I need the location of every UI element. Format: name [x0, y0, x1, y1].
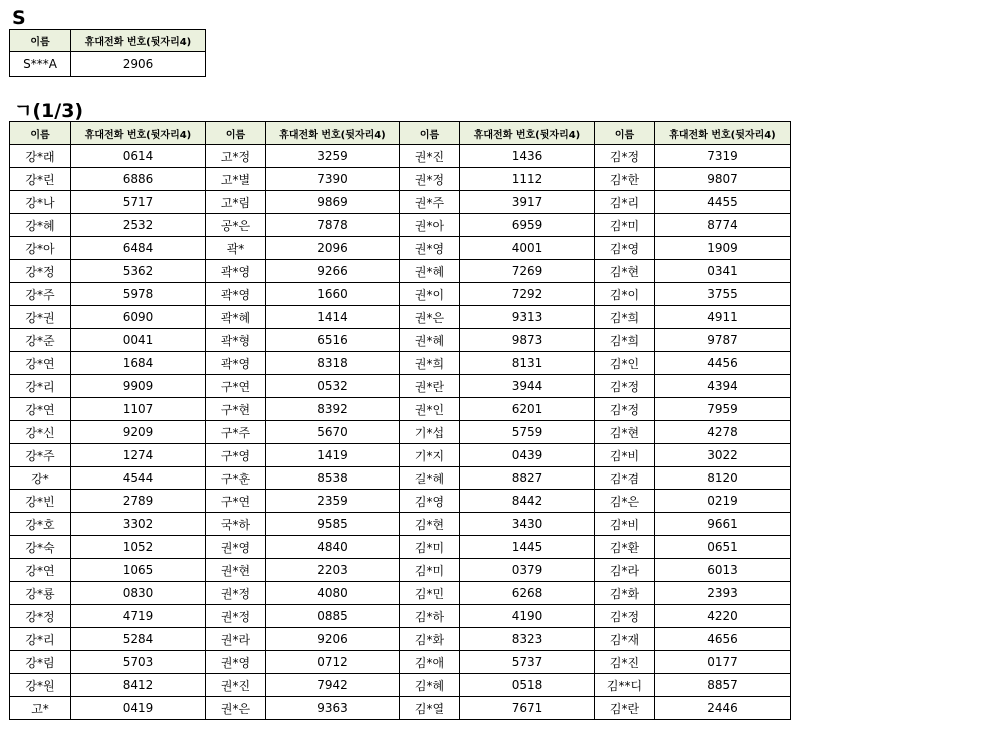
- table-row: [10, 283, 791, 306]
- cell-phone-last4: 9585: [266, 513, 400, 536]
- cell-phone-last4: 5717: [71, 191, 206, 214]
- cell-phone-last4: 9363: [266, 697, 400, 720]
- cell-name: 권*진: [206, 674, 266, 697]
- table-row: [10, 536, 791, 559]
- cell-phone-last4: 7269: [460, 260, 595, 283]
- cell-phone-last4: 2393: [655, 582, 791, 605]
- cell-phone-last4: 8392: [266, 398, 400, 421]
- cell-name: 권*영: [400, 237, 460, 260]
- cell-name: 강*혜: [10, 214, 71, 237]
- cell-name: 고*정: [206, 145, 266, 168]
- cell-name: 권*주: [400, 191, 460, 214]
- cell-phone-last4: 3917: [460, 191, 595, 214]
- cell-name: 곽*: [206, 237, 266, 260]
- cell-phone-last4: 0439: [460, 444, 595, 467]
- cell-phone-last4: 0219: [655, 490, 791, 513]
- table-row: [10, 52, 206, 77]
- cell-name: 곽*혜: [206, 306, 266, 329]
- table-row: [10, 582, 791, 605]
- cell-name: 김*은: [595, 490, 655, 513]
- cell-phone-last4: 4190: [460, 605, 595, 628]
- table-row: [10, 145, 791, 168]
- cell-name: 김**디: [595, 674, 655, 697]
- header-phone-last4: 휴대전화 번호(뒷자리4): [71, 122, 206, 145]
- cell-name: 강*리: [10, 375, 71, 398]
- cell-name: 기*지: [400, 444, 460, 467]
- table-row: [10, 191, 791, 214]
- cell-phone-last4: 0518: [460, 674, 595, 697]
- cell-phone-last4: 1419: [266, 444, 400, 467]
- cell-name: 강*정: [10, 260, 71, 283]
- cell-name: 길*혜: [400, 467, 460, 490]
- cell-phone-last4: 8827: [460, 467, 595, 490]
- cell-phone-last4: 8412: [71, 674, 206, 697]
- cell-name: 김*정: [595, 145, 655, 168]
- cell-name: 김*리: [595, 191, 655, 214]
- cell-name: 권*라: [206, 628, 266, 651]
- table-row: [10, 329, 791, 352]
- cell-phone-last4: 9807: [655, 168, 791, 191]
- section-title-s: S: [12, 7, 26, 29]
- cell-name: 김*환: [595, 536, 655, 559]
- cell-name: 김*화: [400, 628, 460, 651]
- cell-name: 권*혜: [400, 329, 460, 352]
- cell-phone-last4: 7319: [655, 145, 791, 168]
- cell-name: 김*영: [595, 237, 655, 260]
- cell-phone-last4: 3022: [655, 444, 791, 467]
- cell-name: 김*란: [595, 697, 655, 720]
- table-header-row: [10, 30, 206, 52]
- table-row: [10, 306, 791, 329]
- cell-name: 구*현: [206, 398, 266, 421]
- cell-phone-last4: 6201: [460, 398, 595, 421]
- cell-name: 강*주: [10, 283, 71, 306]
- header-name: 이름: [10, 122, 71, 145]
- cell-phone-last4: 3755: [655, 283, 791, 306]
- cell-name: 강*룡: [10, 582, 71, 605]
- cell-name: 권*인: [400, 398, 460, 421]
- cell-name: 김*미: [400, 559, 460, 582]
- cell-name: 기*섭: [400, 421, 460, 444]
- cell-name: 김*진: [595, 651, 655, 674]
- cell-phone-last4: 9266: [266, 260, 400, 283]
- cell-phone-last4: 4544: [71, 467, 206, 490]
- cell-phone-last4: 0651: [655, 536, 791, 559]
- cell-name: 강*권: [10, 306, 71, 329]
- table-row: [10, 490, 791, 513]
- cell-phone-last4: 2359: [266, 490, 400, 513]
- cell-name: 강*린: [10, 168, 71, 191]
- cell-name: 권*정: [400, 168, 460, 191]
- cell-phone-last4: 3430: [460, 513, 595, 536]
- cell-phone-last4: 8857: [655, 674, 791, 697]
- cell-phone-last4: 2532: [71, 214, 206, 237]
- cell-phone-last4: 6268: [460, 582, 595, 605]
- cell-phone-last4: 6886: [71, 168, 206, 191]
- cell-phone-last4: 0379: [460, 559, 595, 582]
- cell-phone-last4: 5670: [266, 421, 400, 444]
- table-row: [10, 375, 791, 398]
- cell-phone-last4: 9873: [460, 329, 595, 352]
- cell-name: 강*호: [10, 513, 71, 536]
- cell-name: 강*림: [10, 651, 71, 674]
- header-phone-last4: 휴대전화 번호(뒷자리4): [71, 30, 206, 52]
- cell-name: 김*하: [400, 605, 460, 628]
- cell-name: 고*별: [206, 168, 266, 191]
- cell-name: 김*애: [400, 651, 460, 674]
- cell-name: 구*훈: [206, 467, 266, 490]
- cell-name: 김*영: [400, 490, 460, 513]
- table-row: [10, 605, 791, 628]
- cell-phone-last4: 1112: [460, 168, 595, 191]
- cell-name: 구*연: [206, 375, 266, 398]
- cell-phone-last4: 9206: [266, 628, 400, 651]
- table-row: [10, 674, 791, 697]
- cell-phone-last4: 6484: [71, 237, 206, 260]
- cell-name: 김*정: [595, 605, 655, 628]
- cell-name: S***A: [10, 52, 71, 77]
- cell-phone-last4: 0177: [655, 651, 791, 674]
- cell-phone-last4: 8131: [460, 352, 595, 375]
- cell-name: 김*겸: [595, 467, 655, 490]
- cell-phone-last4: 9787: [655, 329, 791, 352]
- header-name: 이름: [10, 30, 71, 52]
- cell-name: 강*숙: [10, 536, 71, 559]
- cell-name: 강*래: [10, 145, 71, 168]
- cell-name: 강*빈: [10, 490, 71, 513]
- cell-phone-last4: 0830: [71, 582, 206, 605]
- cell-phone-last4: 1684: [71, 352, 206, 375]
- cell-name: 김*미: [400, 536, 460, 559]
- table-row: [10, 697, 791, 720]
- cell-name: 김*이: [595, 283, 655, 306]
- cell-phone-last4: 1274: [71, 444, 206, 467]
- cell-name: 권*현: [206, 559, 266, 582]
- cell-phone-last4: 8538: [266, 467, 400, 490]
- cell-name: 김*현: [595, 421, 655, 444]
- cell-name: 권*아: [400, 214, 460, 237]
- cell-phone-last4: 4001: [460, 237, 595, 260]
- cell-name: 공*은: [206, 214, 266, 237]
- cell-name: 강*연: [10, 398, 71, 421]
- cell-phone-last4: 9661: [655, 513, 791, 536]
- cell-name: 강*정: [10, 605, 71, 628]
- cell-phone-last4: 1909: [655, 237, 791, 260]
- cell-name: 김*비: [595, 444, 655, 467]
- cell-phone-last4: 1660: [266, 283, 400, 306]
- cell-phone-last4: 8442: [460, 490, 595, 513]
- cell-name: 강*연: [10, 352, 71, 375]
- header-phone-last4: 휴대전화 번호(뒷자리4): [655, 122, 791, 145]
- cell-phone-last4: 5284: [71, 628, 206, 651]
- cell-name: 권*은: [206, 697, 266, 720]
- cell-phone-last4: 7942: [266, 674, 400, 697]
- cell-phone-last4: 4394: [655, 375, 791, 398]
- cell-name: 구*주: [206, 421, 266, 444]
- cell-phone-last4: 2906: [71, 52, 206, 77]
- cell-name: 김*민: [400, 582, 460, 605]
- cell-name: 강*연: [10, 559, 71, 582]
- cell-name: 권*희: [400, 352, 460, 375]
- cell-name: 곽*영: [206, 352, 266, 375]
- table-row: [10, 398, 791, 421]
- cell-name: 곽*영: [206, 260, 266, 283]
- cell-name: 김*현: [595, 260, 655, 283]
- table-giyeok: [9, 121, 791, 720]
- cell-phone-last4: 4220: [655, 605, 791, 628]
- cell-phone-last4: 5759: [460, 421, 595, 444]
- header-phone-last4: 휴대전화 번호(뒷자리4): [460, 122, 595, 145]
- cell-phone-last4: 6959: [460, 214, 595, 237]
- cell-name: 김*현: [400, 513, 460, 536]
- cell-phone-last4: 8120: [655, 467, 791, 490]
- cell-name: 김*라: [595, 559, 655, 582]
- section-title-giyeok: ㄱ(1/3): [14, 100, 84, 122]
- cell-name: 구*연: [206, 490, 266, 513]
- table-row: [10, 168, 791, 191]
- cell-phone-last4: 8323: [460, 628, 595, 651]
- cell-phone-last4: 4840: [266, 536, 400, 559]
- table-row: [10, 559, 791, 582]
- cell-phone-last4: 4278: [655, 421, 791, 444]
- cell-phone-last4: 4719: [71, 605, 206, 628]
- table-row: [10, 628, 791, 651]
- cell-phone-last4: 1414: [266, 306, 400, 329]
- cell-name: 김*미: [595, 214, 655, 237]
- cell-name: 김*정: [595, 375, 655, 398]
- header-name: 이름: [206, 122, 266, 145]
- cell-phone-last4: 6090: [71, 306, 206, 329]
- cell-name: 김*비: [595, 513, 655, 536]
- cell-phone-last4: 4080: [266, 582, 400, 605]
- cell-phone-last4: 6516: [266, 329, 400, 352]
- cell-phone-last4: 7292: [460, 283, 595, 306]
- cell-phone-last4: 4911: [655, 306, 791, 329]
- cell-name: 강*나: [10, 191, 71, 214]
- cell-name: 김*화: [595, 582, 655, 605]
- cell-phone-last4: 6013: [655, 559, 791, 582]
- cell-phone-last4: 1436: [460, 145, 595, 168]
- cell-phone-last4: 4656: [655, 628, 791, 651]
- cell-phone-last4: 1445: [460, 536, 595, 559]
- cell-name: 국*하: [206, 513, 266, 536]
- header-phone-last4: 휴대전화 번호(뒷자리4): [266, 122, 400, 145]
- cell-name: 김*한: [595, 168, 655, 191]
- table-row: [10, 260, 791, 283]
- table-row: [10, 352, 791, 375]
- cell-phone-last4: 3944: [460, 375, 595, 398]
- cell-name: 김*열: [400, 697, 460, 720]
- cell-phone-last4: 5362: [71, 260, 206, 283]
- cell-name: 김*재: [595, 628, 655, 651]
- cell-phone-last4: 0532: [266, 375, 400, 398]
- cell-name: 김*희: [595, 329, 655, 352]
- cell-name: 김*정: [595, 398, 655, 421]
- cell-name: 강*: [10, 467, 71, 490]
- cell-phone-last4: 0041: [71, 329, 206, 352]
- cell-phone-last4: 5703: [71, 651, 206, 674]
- cell-phone-last4: 0419: [71, 697, 206, 720]
- cell-name: 권*란: [400, 375, 460, 398]
- cell-name: 권*진: [400, 145, 460, 168]
- table-row: [10, 651, 791, 674]
- cell-phone-last4: 2446: [655, 697, 791, 720]
- cell-phone-last4: 0712: [266, 651, 400, 674]
- table-s: [9, 29, 206, 77]
- cell-phone-last4: 5978: [71, 283, 206, 306]
- cell-phone-last4: 9909: [71, 375, 206, 398]
- cell-name: 고*: [10, 697, 71, 720]
- cell-phone-last4: 1052: [71, 536, 206, 559]
- cell-name: 권*정: [206, 582, 266, 605]
- cell-name: 김*인: [595, 352, 655, 375]
- cell-phone-last4: 4456: [655, 352, 791, 375]
- table-row: [10, 237, 791, 260]
- cell-name: 구*영: [206, 444, 266, 467]
- cell-name: 강*신: [10, 421, 71, 444]
- cell-phone-last4: 4455: [655, 191, 791, 214]
- cell-name: 강*준: [10, 329, 71, 352]
- cell-phone-last4: 7390: [266, 168, 400, 191]
- cell-phone-last4: 7959: [655, 398, 791, 421]
- cell-name: 곽*영: [206, 283, 266, 306]
- cell-name: 김*희: [595, 306, 655, 329]
- cell-name: 권*정: [206, 605, 266, 628]
- cell-phone-last4: 1065: [71, 559, 206, 582]
- table-row: [10, 467, 791, 490]
- cell-phone-last4: 2789: [71, 490, 206, 513]
- header-name: 이름: [400, 122, 460, 145]
- cell-name: 강*주: [10, 444, 71, 467]
- cell-phone-last4: 1107: [71, 398, 206, 421]
- cell-name: 권*혜: [400, 260, 460, 283]
- cell-phone-last4: 8774: [655, 214, 791, 237]
- cell-phone-last4: 9209: [71, 421, 206, 444]
- cell-phone-last4: 0885: [266, 605, 400, 628]
- header-name: 이름: [595, 122, 655, 145]
- table-row: [10, 421, 791, 444]
- cell-phone-last4: 0341: [655, 260, 791, 283]
- cell-phone-last4: 3302: [71, 513, 206, 536]
- cell-phone-last4: 0614: [71, 145, 206, 168]
- cell-phone-last4: 9313: [460, 306, 595, 329]
- cell-name: 강*아: [10, 237, 71, 260]
- cell-name: 권*이: [400, 283, 460, 306]
- table-row: [10, 513, 791, 536]
- cell-phone-last4: 3259: [266, 145, 400, 168]
- cell-phone-last4: 2203: [266, 559, 400, 582]
- cell-name: 강*리: [10, 628, 71, 651]
- cell-phone-last4: 5737: [460, 651, 595, 674]
- table-row: [10, 444, 791, 467]
- cell-phone-last4: 8318: [266, 352, 400, 375]
- cell-name: 권*은: [400, 306, 460, 329]
- cell-phone-last4: 7671: [460, 697, 595, 720]
- cell-name: 권*영: [206, 651, 266, 674]
- cell-name: 권*영: [206, 536, 266, 559]
- cell-name: 강*원: [10, 674, 71, 697]
- cell-phone-last4: 9869: [266, 191, 400, 214]
- table-header-row: [10, 122, 791, 145]
- cell-name: 김*혜: [400, 674, 460, 697]
- cell-phone-last4: 2096: [266, 237, 400, 260]
- cell-phone-last4: 7878: [266, 214, 400, 237]
- table-row: [10, 214, 791, 237]
- cell-name: 곽*형: [206, 329, 266, 352]
- cell-name: 고*림: [206, 191, 266, 214]
